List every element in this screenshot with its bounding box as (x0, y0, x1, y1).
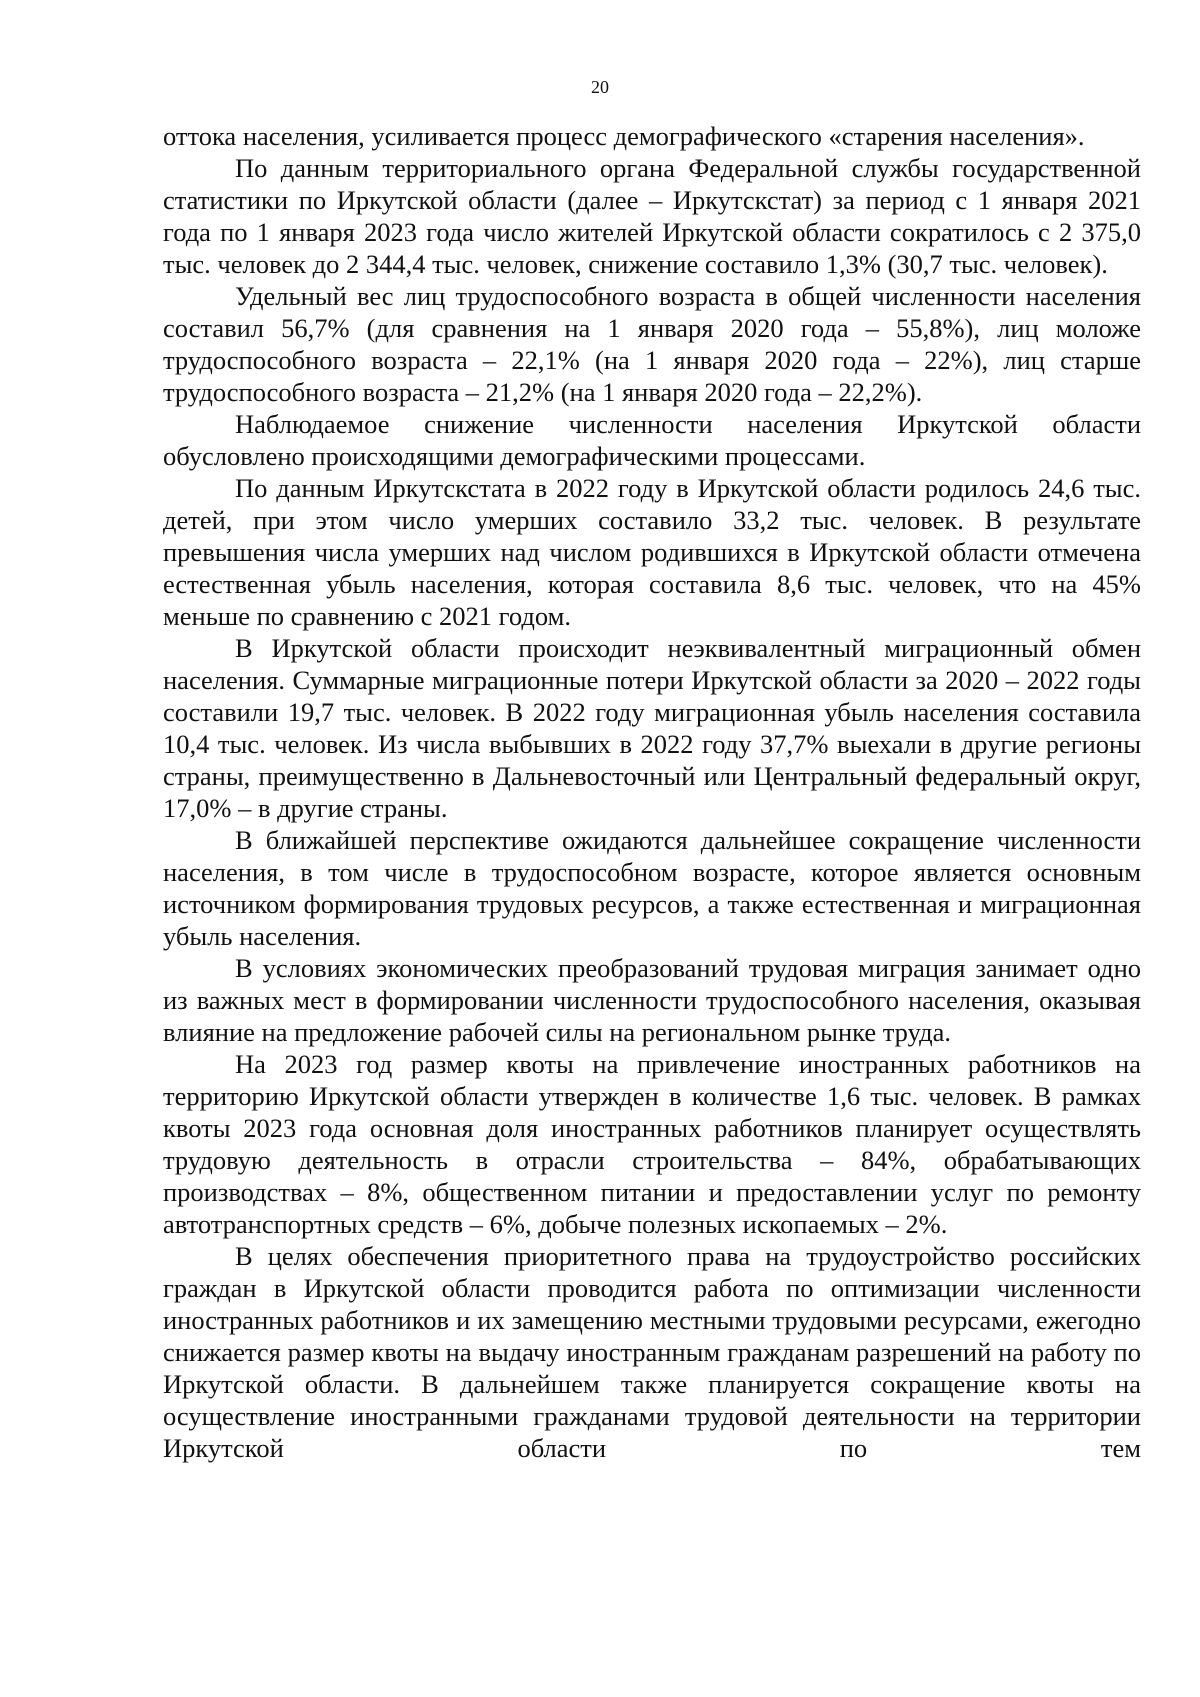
paragraph-quota-optimization: В целях обеспечения приоритетного права на трудоустройство российских граждан в Иркутской области проводится работа по оптимизации численности иностранных работников и их замещению местными трудовыми ресурсами, ежегодно снижается размер квоты на выдачу иностранным гражданам разрешений на работу по Иркутской области. В дальнейшем также планируется сокращение квоты на осуществление иностранными гражданами трудовой деятельности на территории Иркутской области по тем (163, 1241, 1141, 1463)
paragraph-quota-2023: На 2023 год размер квоты на привлечение иностранных работников на территорию Иркутской области утвержден в количестве 1,6 тыс. человек. В рамках квоты 2023 года основная доля иностранных работников планирует осуществлять трудовую деятельность в отрасли строительства – 84%, обрабатывающих производствах – 8%, общественном питании и предоставлении услуг по ремонту автотранспортных средств – 6%, добыче полезных ископаемых – 2%. (163, 1049, 1141, 1239)
paragraph-age-structure: Удельный вес лиц трудоспособного возраста в общей численности населения составил 56,7% (для сравнения на 1 января 2020 года – 55,8%), лиц моложе трудоспособного возраста – 22,1% (на 1 января 2020 года – 22%), лиц старше трудоспособного возраста – 21,2% (на 1 января 2020 года – 22,2%). (163, 281, 1141, 407)
paragraph-migration-exchange: В Иркутской области происходит неэквивалентный миграционный обмен населения. Суммарные миграционные потери Иркутской области за 2020 – 2022 годы составили 19,7 тыс. человек. В 2022 году миграционная убыль населения составила 10,4 тыс. человек. Из числа выбывших в 2022 году 37,7% выехали в другие регионы страны, преимущественно в Дальневосточный или Центральный федеральный округ, 17,0% – в другие страны. (163, 633, 1141, 823)
paragraph-population-decline: По данным территориального органа Федеральной службы государственной статистики по Иркутской области (далее – Иркутскстат) за период с 1 января 2021 года по 1 января 2023 года число жителей Иркутской области сократилось с 2 375,0 тыс. человек до 2 344,4 тыс. человек, снижение составило 1,3% (30,7 тыс. человек). (163, 153, 1141, 279)
paragraph-labor-migration: В условиях экономических преобразований трудовая миграция занимает одно из важных мест в формировании численности трудоспособного населения, оказывая влияние на предложение рабочей силы на региональном рынке труда. (163, 953, 1141, 1047)
paragraph-natural-decrease: По данным Иркутскстата в 2022 году в Иркутской области родилось 24,6 тыс. детей, при этом число умерших составило 33,2 тыс. человек. В результате превышения числа умерших над числом родившихся в Иркутской области отмечена естественная убыль населения, которая составила 8,6 тыс. человек, что на 45% меньше по сравнению с 2021 годом. (163, 473, 1141, 631)
page-number: 20 (591, 77, 609, 97)
paragraph-outlook: В ближайшей перспективе ожидаются дальнейшее сокращение численности населения, в том числе в трудоспособном возрасте, которое является основным источником формирования трудовых ресурсов, а также естественная и миграционная убыль населения. (163, 825, 1141, 951)
paragraph-demographic-causes: Наблюдаемое снижение численности населения Иркутской области обусловлено происходящими демографическими процессами. (163, 409, 1141, 471)
paragraph-continuation: оттока населения, усиливается процесс демографического «старения населения». (163, 121, 1085, 151)
document-body (163, 120, 1141, 1464)
